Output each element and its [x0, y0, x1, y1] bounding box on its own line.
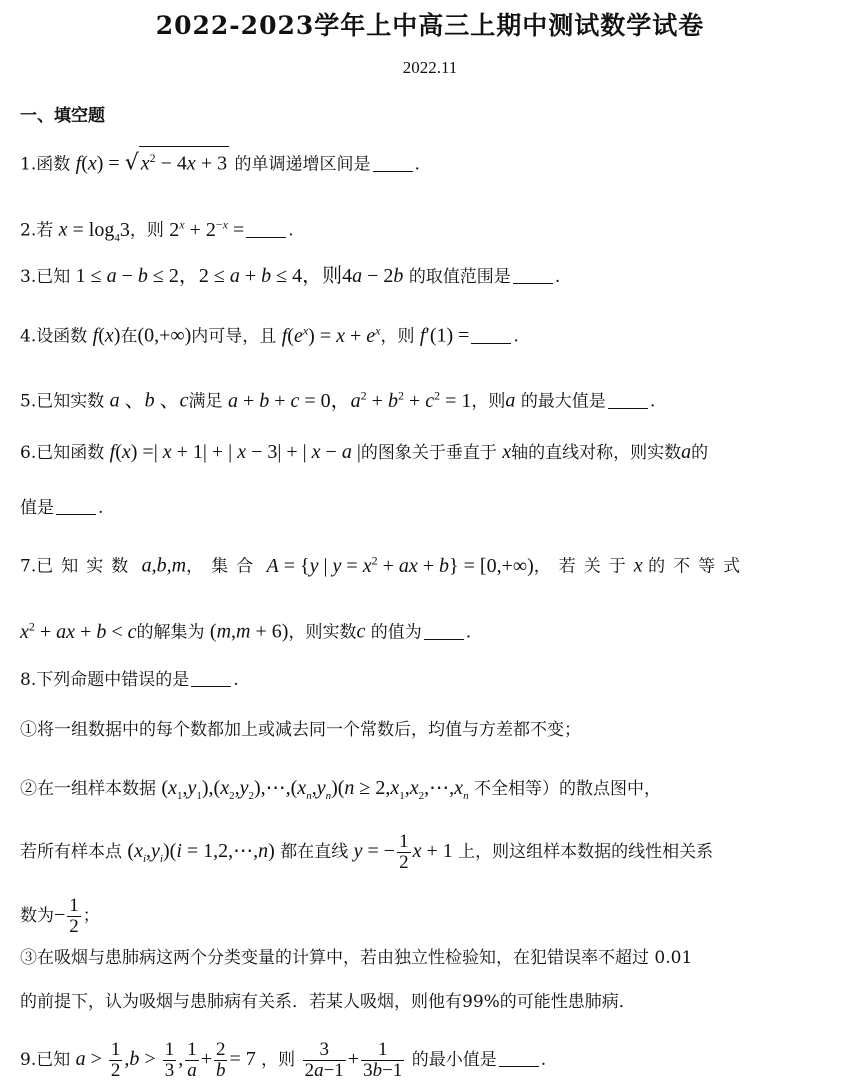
- problem-text: 满足: [188, 391, 223, 412]
- problem-4: 4.设函数 f(x)在(0,+∞)内可导，且 $f(e^x) = x + e^x$，则 f′(1) = .: [20, 323, 519, 347]
- problem-text: 已知实数: [36, 391, 105, 412]
- problem-text: 的: [691, 443, 709, 463]
- problem-text: 函数: [36, 154, 71, 175]
- problem-8-item-3: [20, 944, 692, 972]
- answer-blank: [499, 1048, 539, 1067]
- problem-text: ，则: [261, 1050, 296, 1070]
- answer-blank: [513, 265, 553, 284]
- item-text: 数为: [20, 906, 54, 926]
- problem-7-cont: $x^2$ + ax + b < c的解集为 (m,m + 6)，则实数c 的值为 .: [20, 619, 472, 643]
- problem-number: 4.: [20, 326, 37, 347]
- problem-2: 2.若 $x = \log_43$，则 $2^x + 2^{-x}$ = .: [20, 217, 294, 244]
- problem-9: 9.已知 a > $\frac{1}{2}$ ,b > $\frac{1}{3}$ , $\frac{1}{a}$ + $\frac{2}{b}$ = 7 ，则 $\frac{3}{2a-1}$ + $\frac{1}{3b-1}$ 的最小值是 .: [20, 1039, 547, 1081]
- problem-text: 已知: [36, 1050, 71, 1070]
- problem-text: ，则: [471, 391, 506, 412]
- item-text: 若所有样本点: [20, 842, 122, 862]
- problem-number: 1.: [20, 154, 37, 175]
- problem-text: 的单调递增区间是: [234, 154, 371, 175]
- problem-number: 6.: [20, 443, 37, 463]
- problem-number: 2.: [20, 220, 37, 241]
- problem-7: 7.已知实数 a,b,m，集合 A = {y | $y = x^2$ + ax + b} = [0,+∞)，若关于x 的不等式: [20, 553, 749, 577]
- problem-8-item-2: ②在一组样本数据 $(x_1,y_1),(x_2,y_2),\cdots,(x_n,y_n)(n$ ≥ $2,x_1,x_2,\cdots,x_n$ 不全相等）的散点图中，: [20, 777, 661, 802]
- problem-text: 的最大值是: [520, 391, 606, 412]
- problem-8-item-3-cont: [20, 988, 636, 1016]
- exam-date: 2022.11: [402, 58, 458, 77]
- item-text: ③在吸烟与患肺病这两个分类变量的计算中，若由独立性检验知，在犯错误率不超过 0.01: [20, 948, 693, 968]
- problem-text: 的不等式: [648, 556, 749, 577]
- answer-blank: [373, 153, 413, 172]
- problem-text: 的解集为: [136, 622, 205, 643]
- problem-number: 3.: [20, 267, 37, 287]
- problem-text: 的值为: [370, 622, 422, 643]
- problem-text: ，集合: [186, 556, 262, 577]
- problem-text: 在: [120, 326, 138, 347]
- item-text: 都在直线: [280, 842, 349, 862]
- exam-title: 2022-2023学年上中高三上期中测试数学试卷: [155, 11, 705, 40]
- problem-text: ，则: [380, 326, 415, 347]
- problem-number: 7.: [20, 556, 37, 577]
- problem-6-cont: 值是 .: [20, 498, 104, 518]
- problem-text: 轴的直线对称，则实数: [511, 443, 682, 463]
- section-heading: 一、填空题: [20, 106, 105, 126]
- problem-text: ，则: [129, 220, 164, 241]
- problem-text: 设函数: [36, 326, 88, 347]
- item-text: 上，则这组样本数据的线性相关系: [458, 842, 714, 862]
- item-text: ①将一组数据中的每个数都加上或减去同一个常数后，均值与方差都不变；: [20, 720, 581, 740]
- problem-1: 1.函数 f(x) = √ $x^2 - 4x + 3$ 的单调递增区间是 .: [20, 146, 420, 179]
- problem-text: 内可导，且: [191, 326, 277, 347]
- answer-blank: [246, 219, 286, 238]
- problem-text: 的最小值是: [411, 1050, 497, 1070]
- problem-8-item-2-end: 数为− $\frac{1}{2}$ ；: [20, 895, 100, 937]
- problem-8: 8.下列命题中错误的是 .: [20, 670, 239, 690]
- problem-text: 已知实数: [36, 556, 137, 577]
- problem-number: 9.: [20, 1050, 37, 1070]
- problem-text: ，则实数: [288, 622, 357, 643]
- answer-blank: [608, 390, 648, 409]
- problem-8-item-1: [20, 716, 581, 744]
- item-text: 的前提下，认为吸烟与患肺病有关系．若某人吸烟，则他有99%的可能性患肺病．: [20, 992, 636, 1012]
- problem-6: 6.已知函数 f(x) =| x + 1| + | x − 3| + | x − a |的图象关于垂直于 x轴的直线对称，则实数a的: [20, 441, 709, 463]
- problem-text: 的取值范围是: [408, 267, 511, 287]
- problem-3: 3.已知 1 ≤ a − b ≤ 2，2 ≤ a + b ≤ 4，则4a − 2b 的取值范围是 .: [20, 265, 561, 287]
- problem-text: 下列命题中错误的是: [36, 670, 190, 690]
- problem-text: ，若关于: [533, 556, 634, 577]
- item-text: 不全相等）的散点图中，: [473, 779, 661, 799]
- item-text: ②在一组样本数据: [20, 779, 156, 799]
- problem-number: 8.: [20, 670, 37, 690]
- problem-8-item-2-cont: 若所有样本点 $(x_i,y_i)(i$ = 1,2,⋯,n) 都在直线 y = − $\frac{1}{2}$ x + 1 上，则这组样本数据的线性相关系: [20, 831, 714, 873]
- problem-text: 值是: [20, 498, 54, 518]
- problem-text: 已知: [36, 267, 71, 287]
- problem-text: 的图象关于垂直于: [360, 443, 497, 463]
- problem-text: 已知函数: [36, 443, 105, 463]
- problem-text: 若: [36, 220, 54, 241]
- answer-blank: [191, 668, 231, 687]
- answer-blank: [56, 496, 96, 515]
- answer-blank: [471, 325, 511, 344]
- answer-blank: [424, 621, 464, 640]
- problem-number: 5.: [20, 391, 37, 412]
- problem-5: 5.已知实数 a 、b 、c满足 a + b + c = 0，$a^2 + b^2 + c^2 = 1$，则a 的最大值是 .: [20, 388, 656, 412]
